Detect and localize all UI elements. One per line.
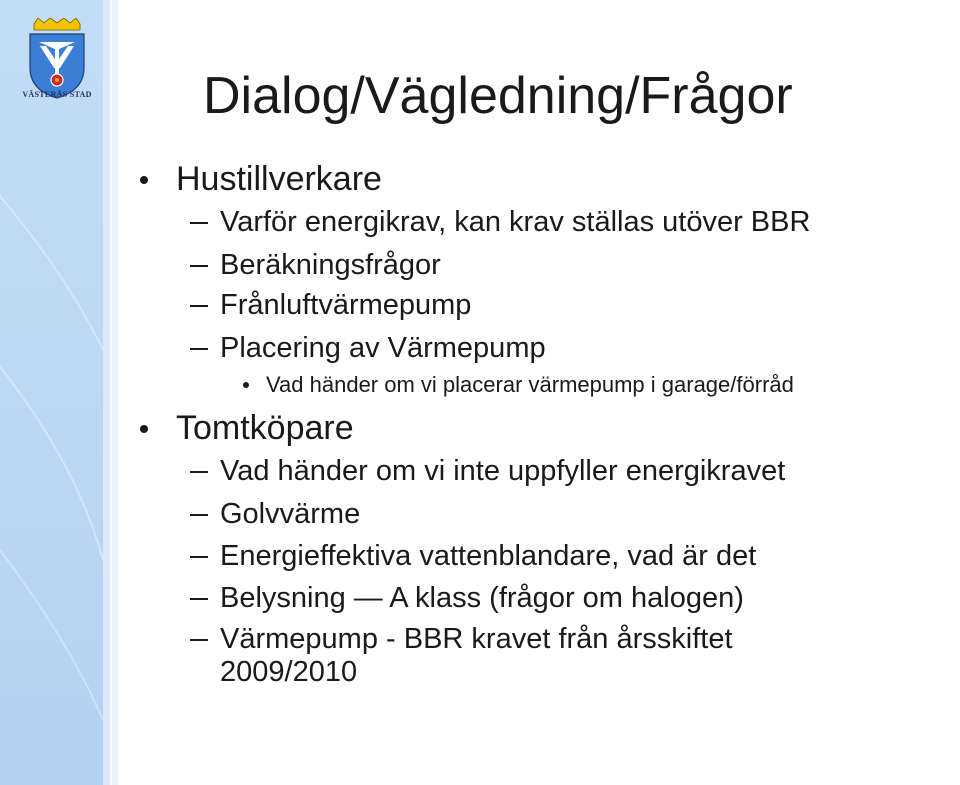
- list-item: Värmepump - BBR kravet från årsskiftet: [220, 623, 733, 655]
- bullet: [140, 176, 148, 184]
- list-item: Vad händer om vi inte uppfyller energikravet: [220, 455, 786, 487]
- dash: [190, 556, 208, 558]
- section-heading-hustillverkare: Hustillverkare: [176, 160, 382, 198]
- list-item-continuation: 2009/2010: [220, 656, 358, 688]
- dash: [190, 222, 208, 224]
- list-item: Belysning — A klass (frågor om halogen): [220, 582, 744, 614]
- sub-list-item: Vad händer om vi placerar värmepump i garage/förråd: [266, 372, 794, 397]
- sub-bullet: [243, 382, 249, 388]
- dash: [190, 305, 208, 307]
- dash: [190, 514, 208, 516]
- list-item: Frånluftvärmepump: [220, 289, 472, 321]
- dash: [190, 639, 208, 641]
- logo-text: VÄSTERÅS STAD: [22, 90, 92, 99]
- dash: [190, 471, 208, 473]
- dash: [190, 598, 208, 600]
- list-item: Golvvärme: [220, 498, 361, 530]
- list-item: Placering av Värmepump: [220, 332, 546, 364]
- list-item: Beräkningsfrågor: [220, 249, 441, 281]
- list-item: Energieffektiva vattenblandare, vad är det: [220, 540, 757, 572]
- slide-title: Dialog/Vägledning/Frågor: [203, 67, 793, 125]
- dash: [190, 348, 208, 350]
- dash: [190, 265, 208, 267]
- section-heading-tomtkopare: Tomtköpare: [176, 409, 354, 447]
- list-item: Varför energikrav, kan krav ställas utöver BBR: [220, 206, 811, 238]
- bullet: [140, 425, 148, 433]
